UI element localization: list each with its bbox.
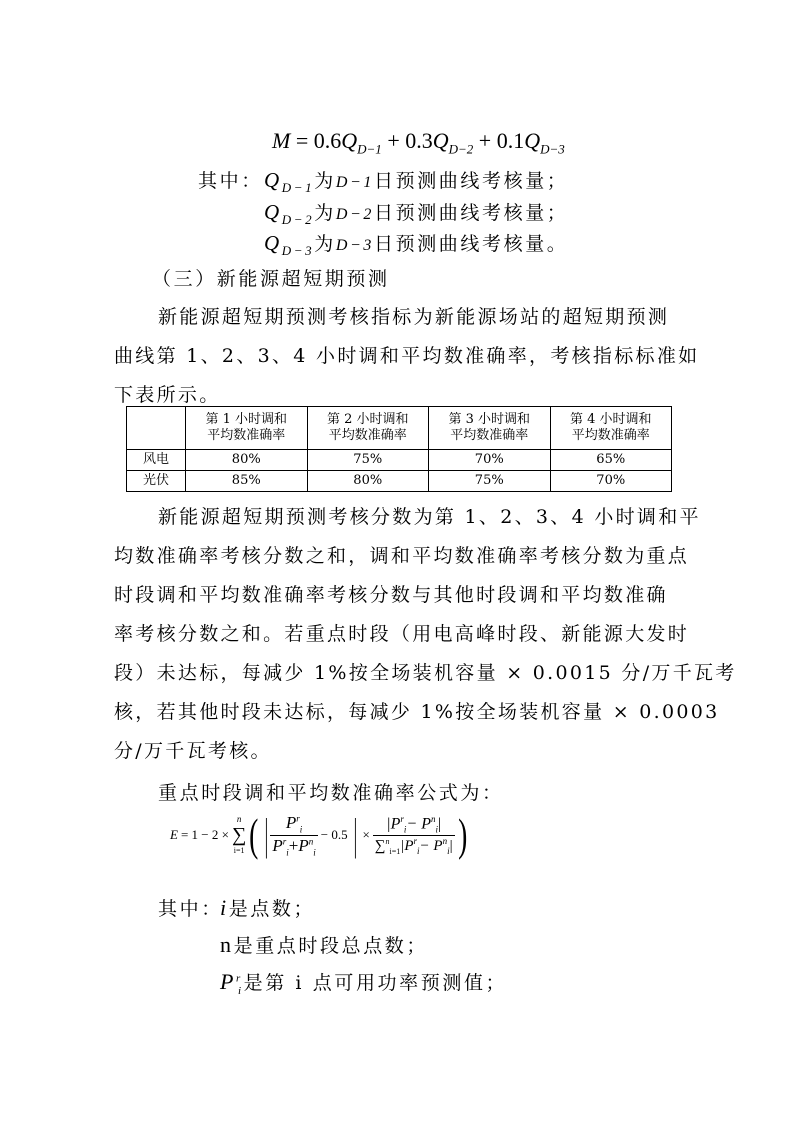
formula-m-q1: Q — [341, 128, 358, 153]
table-cell: 光伏 — [127, 471, 186, 492]
where1-mid: 为 — [314, 202, 336, 224]
table-cell: 80% — [186, 450, 308, 471]
paragraph-line: 新能源超短期预测考核指标为新能源场站的超短期预测 — [158, 306, 670, 328]
formula-m-q3: Q — [524, 128, 541, 153]
paragraph-line: 时段调和平均数准确率考核分数与其他时段调和平均数准确 — [114, 584, 668, 606]
formula-intro: 重点时段调和平均数准确率公式为： — [158, 782, 504, 804]
formula-m-plus1: + 0.3 — [381, 128, 433, 153]
paragraph-line: 下表所示。 — [114, 384, 221, 406]
where1-mid: 为 — [314, 233, 336, 255]
where2-sym-sub: i — [237, 984, 244, 997]
where2-sym-sup: r — [236, 972, 243, 985]
where2-item-2 — [220, 931, 428, 958]
table-cell: 65% — [550, 450, 672, 471]
formula-e-fraction-1: $\frac{P^r_i}{P^r_i+P^n_i}$ — [272, 813, 316, 857]
accuracy-table — [126, 406, 672, 492]
where1-item-2 — [264, 198, 568, 228]
where1-q: Q — [264, 168, 282, 192]
right-outer-paren: ) — [457, 809, 467, 860]
paragraph-2 — [114, 498, 737, 771]
paragraph-line: 核，若其他时段未达标，每减少 1%按全场装机容量 × 0.0003 — [114, 701, 720, 723]
formula-m-lhs: M — [272, 128, 291, 153]
where1-item-3 — [264, 229, 568, 259]
table-header-cell — [127, 407, 186, 450]
table-cell: 80% — [307, 471, 429, 492]
formula-m-eq: = 0.6 — [290, 128, 342, 153]
formula-m-q1-sub: D−1 — [357, 141, 382, 157]
formula-m — [272, 128, 565, 157]
where1-prefix: 其中： — [198, 170, 263, 192]
paragraph-line: 段）未达标，每减少 1%按全场装机容量 × 0.0015 分/万千瓦考 — [114, 662, 737, 684]
formula-m-q2-sub: D−2 — [448, 141, 474, 157]
where1-q: Q — [264, 200, 282, 224]
where1-item-1 — [264, 166, 568, 196]
where2-sym: n — [220, 932, 234, 957]
formula-e-sum: n ∑ i=1 — [231, 814, 247, 855]
table-header-cell: 第 3 小时调和 平均数准确率 — [429, 407, 551, 450]
formula-m-q2: Q — [432, 128, 449, 153]
formula-e-times: × — [362, 827, 370, 842]
formula-e-eq: = 1 − 2 × — [180, 827, 229, 842]
table-header-cell: 第 2 小时调和 平均数准确率 — [307, 407, 429, 450]
where1-d: D−1 — [335, 174, 374, 191]
table-cell: 85% — [186, 471, 308, 492]
formula-m-q3-sub: D−3 — [540, 141, 565, 157]
table-header-row — [127, 407, 672, 450]
paragraph-line: 曲线第 1、2、3、4 小时调和平均数准确率，考核指标标准如 — [114, 345, 700, 367]
where1-d: D−3 — [335, 237, 374, 254]
paragraph-line: 分/万千瓦考核。 — [114, 740, 272, 762]
formula-e-lhs: E — [170, 827, 178, 842]
formula-e — [170, 806, 470, 864]
table-row — [127, 471, 672, 492]
where2-prefix: 其中： — [158, 898, 223, 920]
table-header-cell: 第 1 小时调和 平均数准确率 — [186, 407, 308, 450]
paragraph-line: 均数准确率考核分数之和，调和平均数准确率考核分数为重点 — [114, 545, 690, 567]
formula-m-plus2: + 0.1 — [473, 128, 525, 153]
where1-tail: 日预测曲线考核量； — [374, 170, 569, 192]
where2-sym: i — [220, 895, 229, 920]
where1-mid: 为 — [314, 170, 336, 192]
where2-sym: P — [220, 969, 237, 994]
table-header-cell: 第 4 小时调和 平均数准确率 — [550, 407, 672, 450]
where2-item-3 — [220, 968, 507, 997]
where1-q-sub: D−1 — [281, 179, 315, 195]
where2-text: 是第 i 点可用功率预测值； — [243, 972, 508, 994]
paragraph-line: 新能源超短期预测考核分数为第 1、2、3、4 小时调和平 — [158, 506, 701, 528]
where1-d: D−2 — [335, 206, 374, 223]
table-row — [127, 450, 672, 471]
where1-tail: 日预测曲线考核量。 — [374, 233, 569, 255]
formula-e-minus: − 0.5 — [320, 827, 348, 842]
table-cell: 风电 — [127, 450, 186, 471]
left-outer-paren: ( — [249, 809, 259, 860]
table-cell: 75% — [307, 450, 429, 471]
paragraph-line: 率考核分数之和。若重点时段（用电高峰时段、新能源大发时 — [114, 623, 690, 645]
where1-q-sub: D−2 — [281, 211, 315, 227]
where2-item-1 — [220, 894, 315, 921]
table-cell: 70% — [429, 450, 551, 471]
paragraph-1 — [114, 298, 700, 415]
table-cell: 70% — [550, 471, 672, 492]
where2-text: 是重点时段总点数； — [233, 935, 429, 957]
formula-e-fraction-2: $\frac{|P^r_i- P^n_i|}{\sum^n_{i=1}|P^r_i- P^n_i|}$ — [374, 814, 453, 856]
where1-q-sub: D−3 — [281, 242, 315, 258]
where1-tail: 日预测曲线考核量； — [374, 202, 569, 224]
mid-abs-bar: | — [353, 810, 357, 859]
table-cell: 75% — [429, 471, 551, 492]
where1-q: Q — [264, 231, 282, 255]
section-heading: （三）新能源超短期预测 — [152, 268, 390, 290]
left-abs-bar: | — [264, 810, 268, 859]
where2-text: 是点数； — [228, 898, 316, 920]
